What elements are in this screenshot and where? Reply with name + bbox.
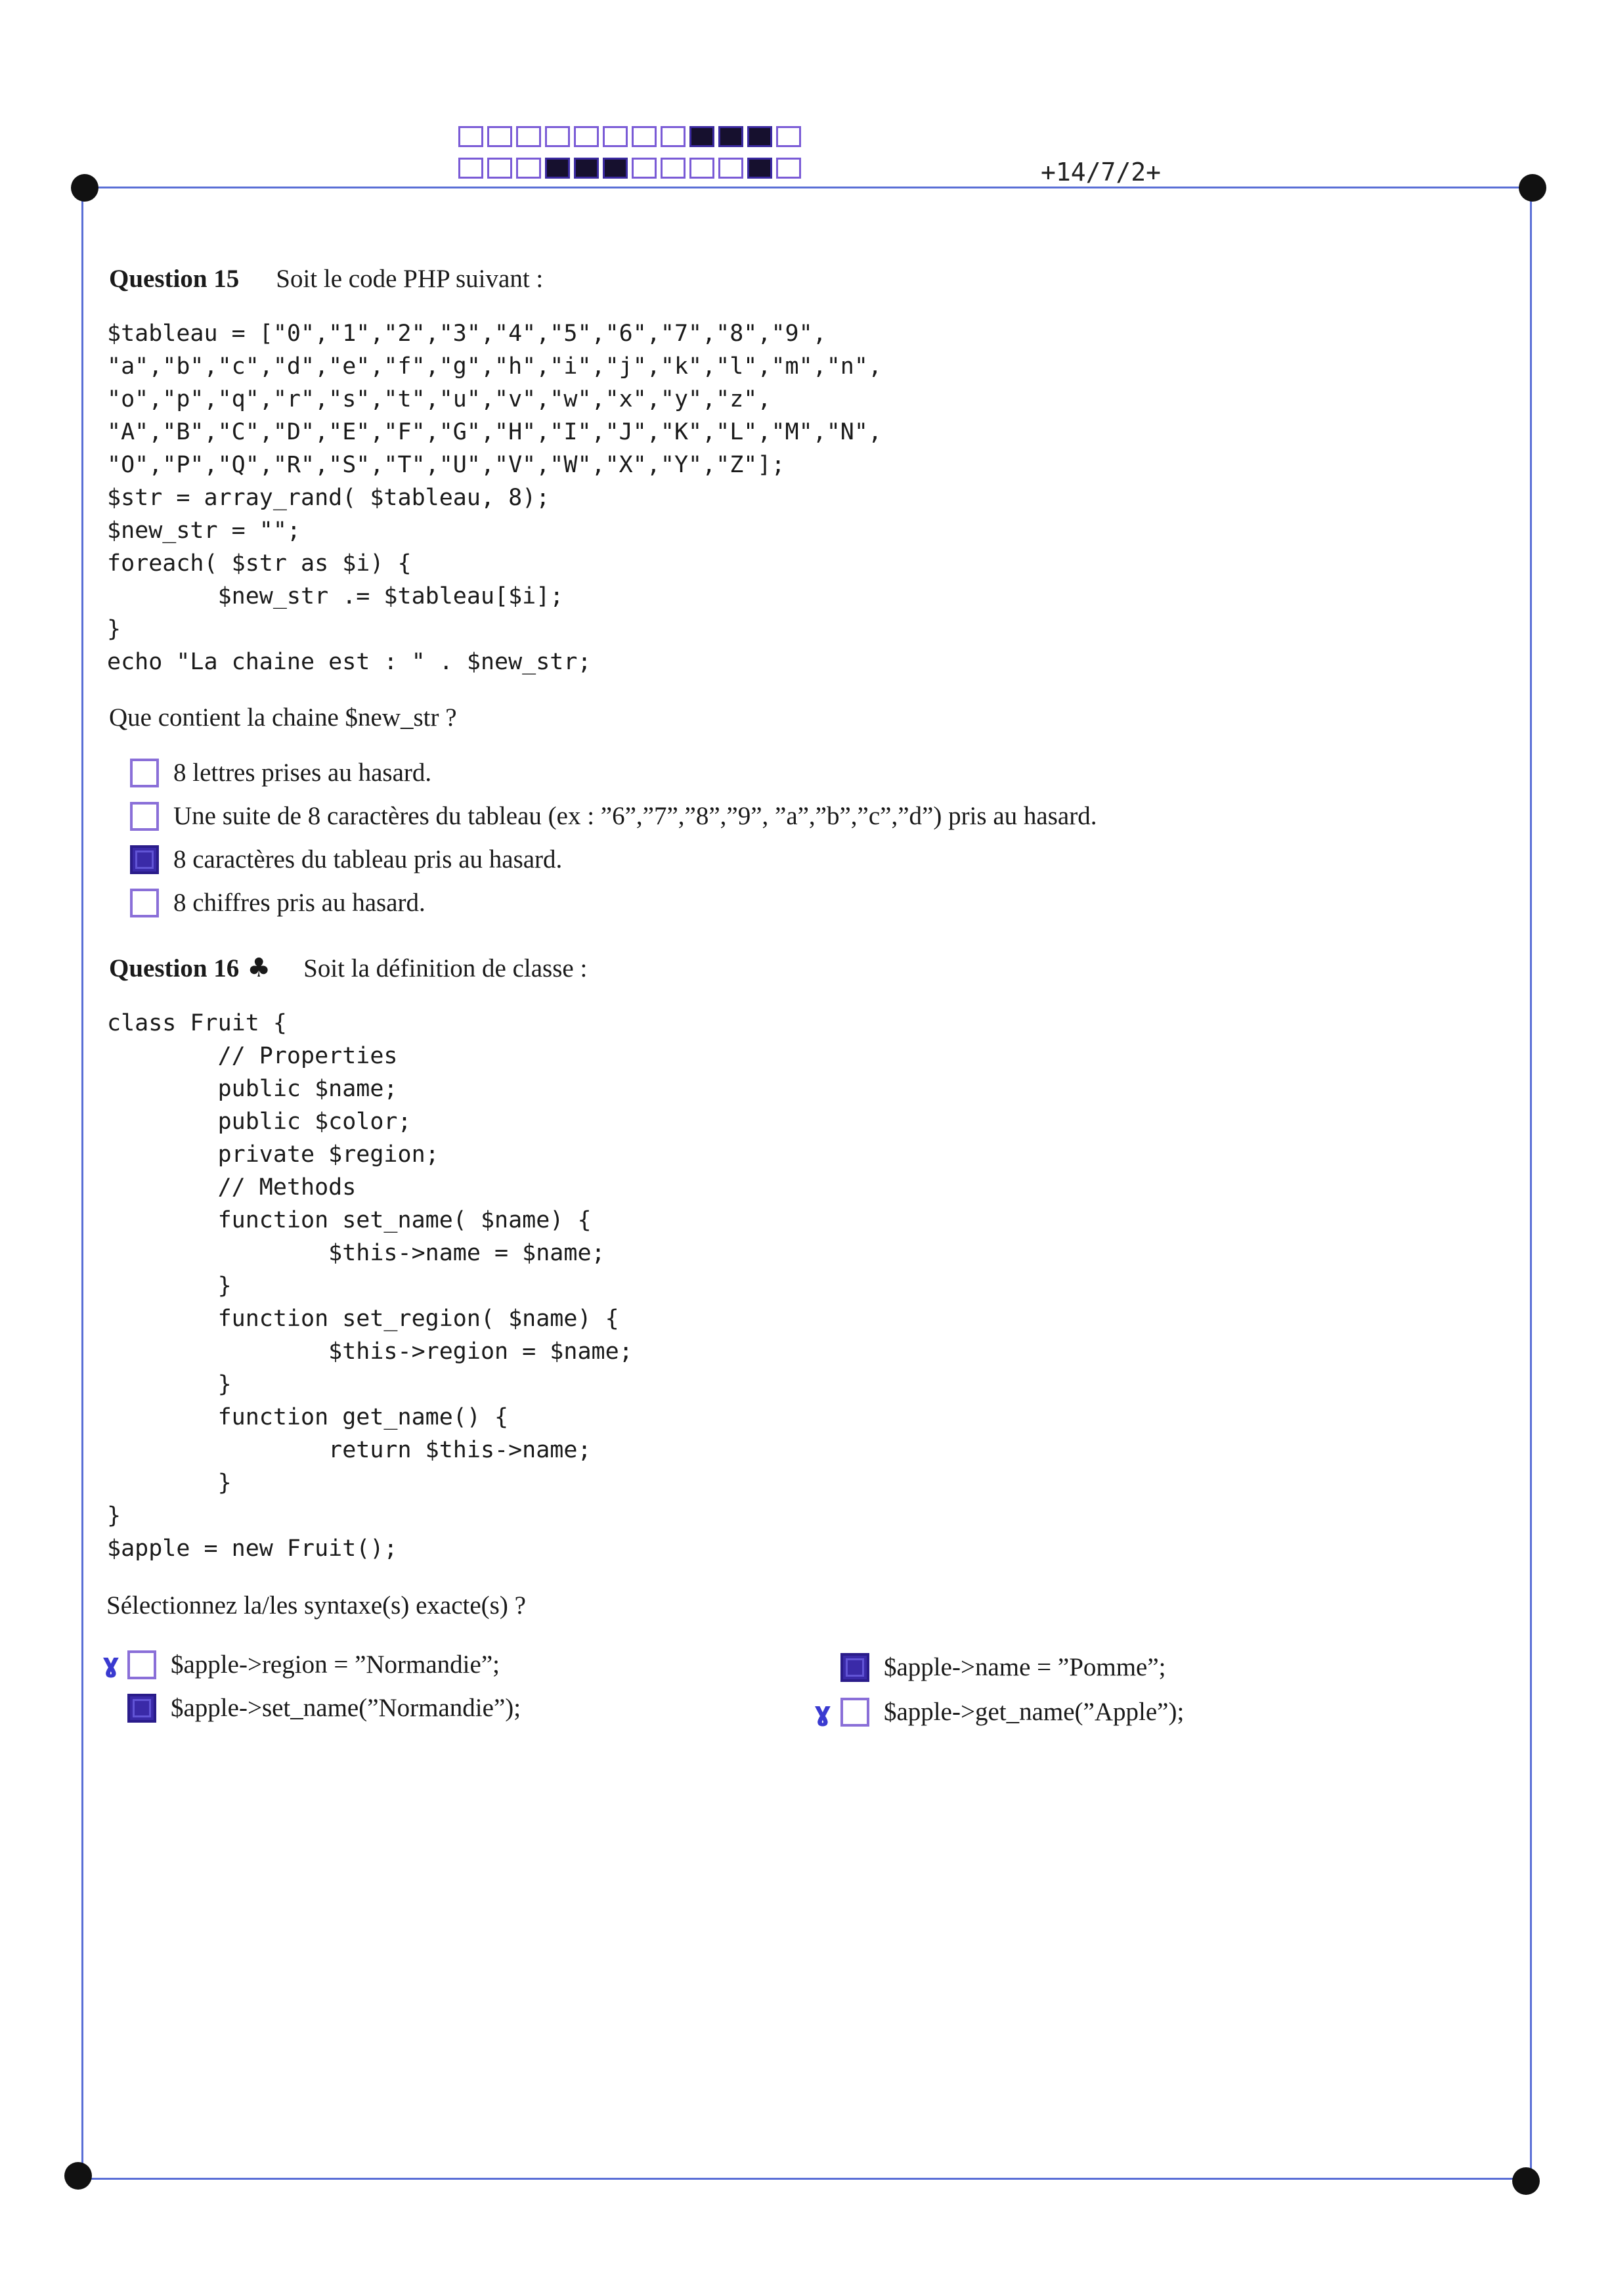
code-cell xyxy=(718,126,743,147)
code-cell xyxy=(747,126,772,147)
checkbox-checked[interactable] xyxy=(127,1694,156,1723)
question-15-label: Question 15 xyxy=(109,265,240,293)
q16-option-2[interactable] xyxy=(840,1652,1166,1682)
q15-option-2[interactable] xyxy=(130,801,1097,831)
code-cell xyxy=(487,126,512,147)
code-cell xyxy=(689,126,714,147)
code-cell xyxy=(747,158,772,179)
code-cell xyxy=(689,158,714,179)
frame-top xyxy=(84,187,1533,188)
checkbox[interactable] xyxy=(127,1650,156,1679)
hand-mark-icon: ɣ xyxy=(102,1648,120,1679)
q15-option-3[interactable] xyxy=(130,845,562,874)
question-16-heading xyxy=(109,953,587,983)
q16-option-4[interactable] xyxy=(840,1697,1184,1727)
q15-option-4[interactable] xyxy=(130,888,425,917)
code-cell xyxy=(487,158,512,179)
option-label: $apple->get_name(”Apple”); xyxy=(884,1698,1185,1726)
code-cell xyxy=(661,158,686,179)
code-cell xyxy=(632,158,657,179)
corner-marker-bottom-left xyxy=(64,2162,92,2190)
page-id: +14/7/2+ xyxy=(1041,158,1162,187)
q16-option-3[interactable] xyxy=(127,1693,521,1723)
code-cell xyxy=(574,158,599,179)
code-cell xyxy=(516,158,541,179)
frame-bottom xyxy=(77,2178,1533,2180)
code-cell xyxy=(776,126,801,147)
corner-marker-top-left xyxy=(71,174,98,202)
code-cell xyxy=(661,126,686,147)
q15-option-1[interactable] xyxy=(130,758,431,787)
question-16-text: Soit la définition de classe : xyxy=(303,954,588,982)
corner-marker-top-right xyxy=(1519,174,1546,202)
code-cell xyxy=(603,158,628,179)
checkbox[interactable] xyxy=(840,1698,869,1727)
frame-right xyxy=(1530,187,1532,2179)
checkbox-checked[interactable] xyxy=(840,1653,869,1682)
option-label: Une suite de 8 caractères du tableau (ex : ”6”,”7”,”8”,”9”, ”a”,”b”,”c”,”d”) pris au hasard. xyxy=(173,802,1097,830)
code-cell xyxy=(776,158,801,179)
option-label: $apple->set_name(”Normandie”); xyxy=(171,1694,521,1722)
code-cell xyxy=(632,126,657,147)
question-15-heading xyxy=(109,264,543,294)
code-cell xyxy=(516,126,541,147)
frame-left xyxy=(81,187,83,2179)
code-cell xyxy=(458,158,483,179)
code-cell xyxy=(574,126,599,147)
binary-code-strip-bottom xyxy=(458,158,801,179)
code-cell xyxy=(458,126,483,147)
question-15-prompt: Que contient la chaine $new_str ? xyxy=(109,703,457,732)
code-cell xyxy=(603,126,628,147)
hand-mark-icon: ɣ xyxy=(814,1697,831,1727)
question-16-prompt: Sélectionnez la/les syntaxe(s) exacte(s) ? xyxy=(106,1591,526,1620)
checkbox-checked[interactable] xyxy=(130,845,159,874)
option-label: 8 chiffres pris au hasard. xyxy=(173,889,425,917)
checkbox[interactable] xyxy=(130,759,159,787)
checkbox[interactable] xyxy=(130,802,159,831)
option-label: 8 caractères du tableau pris au hasard. xyxy=(173,845,563,873)
code-cell xyxy=(718,158,743,179)
question-16-label: Question 16 xyxy=(109,954,240,982)
option-label: $apple->name = ”Pomme”; xyxy=(884,1653,1166,1681)
code-cell xyxy=(545,126,570,147)
q16-option-1[interactable] xyxy=(127,1650,500,1679)
binary-code-strip-top xyxy=(458,126,801,147)
question-16-code: class Fruit { // Properties public $name; public $color; private $region; // Methods function set_name( $name) { $this->name = $name; } function set_region( $name) { $this->region = $name; } function get_name() { return $this->name; } } $apple = new Fruit(); xyxy=(107,1010,633,1562)
option-label: $apple->region = ”Normandie”; xyxy=(171,1650,500,1679)
question-15-text: Soit le code PHP suivant : xyxy=(276,265,544,293)
club-icon: ♣ xyxy=(247,953,271,983)
code-cell xyxy=(545,158,570,179)
checkbox[interactable] xyxy=(130,889,159,917)
question-15-code: $tableau = ["0","1","2","3","4","5","6","7","8","9", "a","b","c","d","e","f","g","h","i","j","k","l","m","n", "o","p","q","r","s","t","u","v","w","x","y","z", "A","B","C","D","E","F","G","H","I","J","K","L","M","N", "O","P","Q","R","S","T","U","V","W","X","Y","Z"]; $str = array_rand( $tableau, 8); $new_str = ""; foreach( $str as $i) { $new_str .= $tableau[$i]; } echo "La chaine est : " . $new_str; xyxy=(107,320,882,675)
option-label: 8 lettres prises au hasard. xyxy=(173,759,432,787)
corner-marker-bottom-right xyxy=(1512,2167,1540,2195)
